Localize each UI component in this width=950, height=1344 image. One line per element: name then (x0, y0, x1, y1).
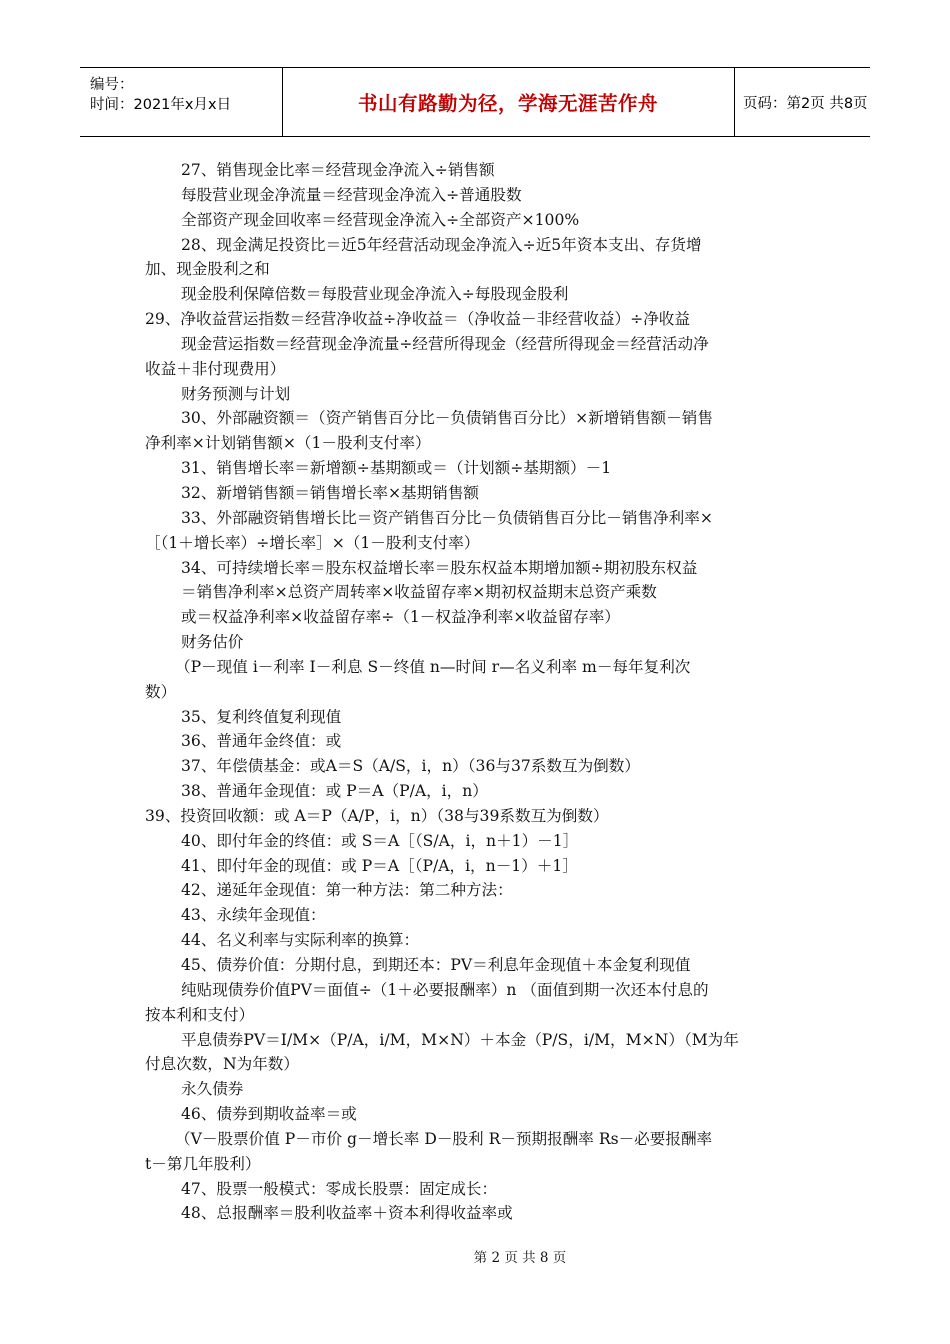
text-line: （P－现值 i－利率 I－利息 S－终值 n—时间 r—名义利率 m－每年复利次 (175, 657, 691, 676)
text-line: 33、外部融资销售增长比＝资产销售百分比－负债销售百分比－销售净利率× (181, 508, 713, 527)
text-line: ＝销售净利率×总资产周转率×收益留存率×期初权益期末总资产乘数 (181, 583, 657, 602)
text-line: 29、净收益营运指数＝经营净收益÷净收益＝（净收益－非经营收益）÷净收益 (145, 310, 690, 329)
text-line: （V－股票价值 P－市价 g－增长率 D－股利 R－预期报酬率 Rs－必要报酬率 (175, 1129, 713, 1148)
text-line: 纯贴现债券价值PV＝面值÷（1＋必要报酬率）n （面值到期一次还本付息的 (181, 980, 709, 999)
text-line: 净利率×计划销售额×（1－股利支付率） (145, 434, 431, 453)
header-motto-cell (282, 68, 735, 136)
text-line: 收益＋非付现费用） (145, 359, 286, 378)
text-line: 42、递延年金现值：第一种方法：第二种方法： (181, 881, 513, 900)
text-line: 37、年偿债基金：或A＝S（A/S，i，n）（36与37系数互为倒数） (181, 757, 640, 776)
text-line: 41、即付年金的现值：或 P＝A［（P/A，i，n－1）＋1］ (181, 856, 578, 875)
header-info-cell (80, 68, 283, 136)
document-body (145, 158, 810, 1226)
page-header (80, 67, 870, 137)
text-line: 48、总报酬率＝股利收益率＋资本利得收益率或 (181, 1204, 513, 1223)
header-page-cell (735, 68, 870, 136)
text-line: 35、复利终值复利现值 (181, 707, 342, 726)
text-line: 47、股票一般模式：零成长股票：固定成长： (181, 1179, 498, 1198)
text-line: 28、现金满足投资比＝近5年经营活动现金净流入÷近5年资本支出、存货增 (181, 235, 702, 254)
text-line: 按本利和支付） (145, 1005, 255, 1024)
text-line: 38、普通年金现值：或 P＝A（P/A，i，n） (181, 782, 488, 801)
text-line: 或＝权益净利率×收益留存率÷（1－权益净利率×收益留存率） (181, 608, 620, 627)
doc-time-label: 时间：2021年x月x日 (90, 97, 232, 113)
text-line: 付息次数，N为年数） (145, 1055, 299, 1074)
text-line: 40、即付年金的终值：或 S＝A［（S/A，i，n＋1）－1］ (181, 831, 579, 850)
text-line: 45、债券价值：分期付息，到期还本：PV＝利息年金现值＋本金复利现值 (181, 956, 691, 974)
text-line: 36、普通年金终值：或 (181, 732, 342, 751)
text-line: 46、债券到期收益率＝或 (181, 1105, 357, 1124)
doc-number-label: 编号： (90, 77, 134, 93)
text-line: 全部资产现金回收率＝经营现金净流入÷全部资产×100% (181, 210, 580, 229)
text-line: 31、销售增长率＝新增额÷基期额或＝（计划额÷基期额）－1 (181, 459, 612, 478)
header-motto: 书山有路勤为径，学海无涯苦作舟 (357, 92, 658, 115)
text-line: 财务预测与计划 (181, 384, 291, 403)
header-page-code: 页码：第2页 共8页 (743, 95, 868, 112)
text-line: 加、现金股利之和 (145, 260, 270, 279)
text-line: 44、名义利率与实际利率的换算： (181, 931, 420, 950)
text-line: 数） (145, 682, 177, 701)
text-line: 平息债券PV＝I/M×（P/A，i/M，M×N）＋本金（P/S，i/M，M×N）（M为年 (181, 1030, 739, 1049)
text-line: 39、投资回收额：或 A＝P（A/P，i，n）（38与39系数互为倒数） (145, 806, 609, 825)
text-line: 30、外部融资额＝（资产销售百分比－负债销售百分比）×新增销售额－销售 (181, 409, 713, 428)
text-line: 43、永续年金现值： (181, 906, 326, 925)
text-line: 财务估价 (181, 633, 244, 652)
text-line: 永久债券 (181, 1080, 244, 1099)
text-line: 现金股利保障倍数＝每股营业现金净流入÷每股现金股利 (181, 285, 569, 304)
page-footer: 第 2 页 共 8 页 (473, 1250, 567, 1266)
text-line: ［（1＋增长率）÷增长率］×（1－股利支付率） (145, 533, 480, 552)
text-line: 每股营业现金净流量＝经营现金净流入÷普通股数 (181, 185, 522, 204)
text-line: 27、销售现金比率＝经营现金净流入÷销售额 (181, 161, 495, 179)
text-line: 34、可持续增长率＝股东权益增长率＝股东权益本期增加额÷期初股东权益 (181, 558, 698, 577)
text-line: t－第几年股利） (145, 1154, 261, 1173)
text-line: 现金营运指数＝经营现金净流量÷经营所得现金（经营所得现金＝经营活动净 (181, 334, 709, 353)
text-line: 32、新增销售额＝销售增长率×基期销售额 (181, 483, 480, 502)
